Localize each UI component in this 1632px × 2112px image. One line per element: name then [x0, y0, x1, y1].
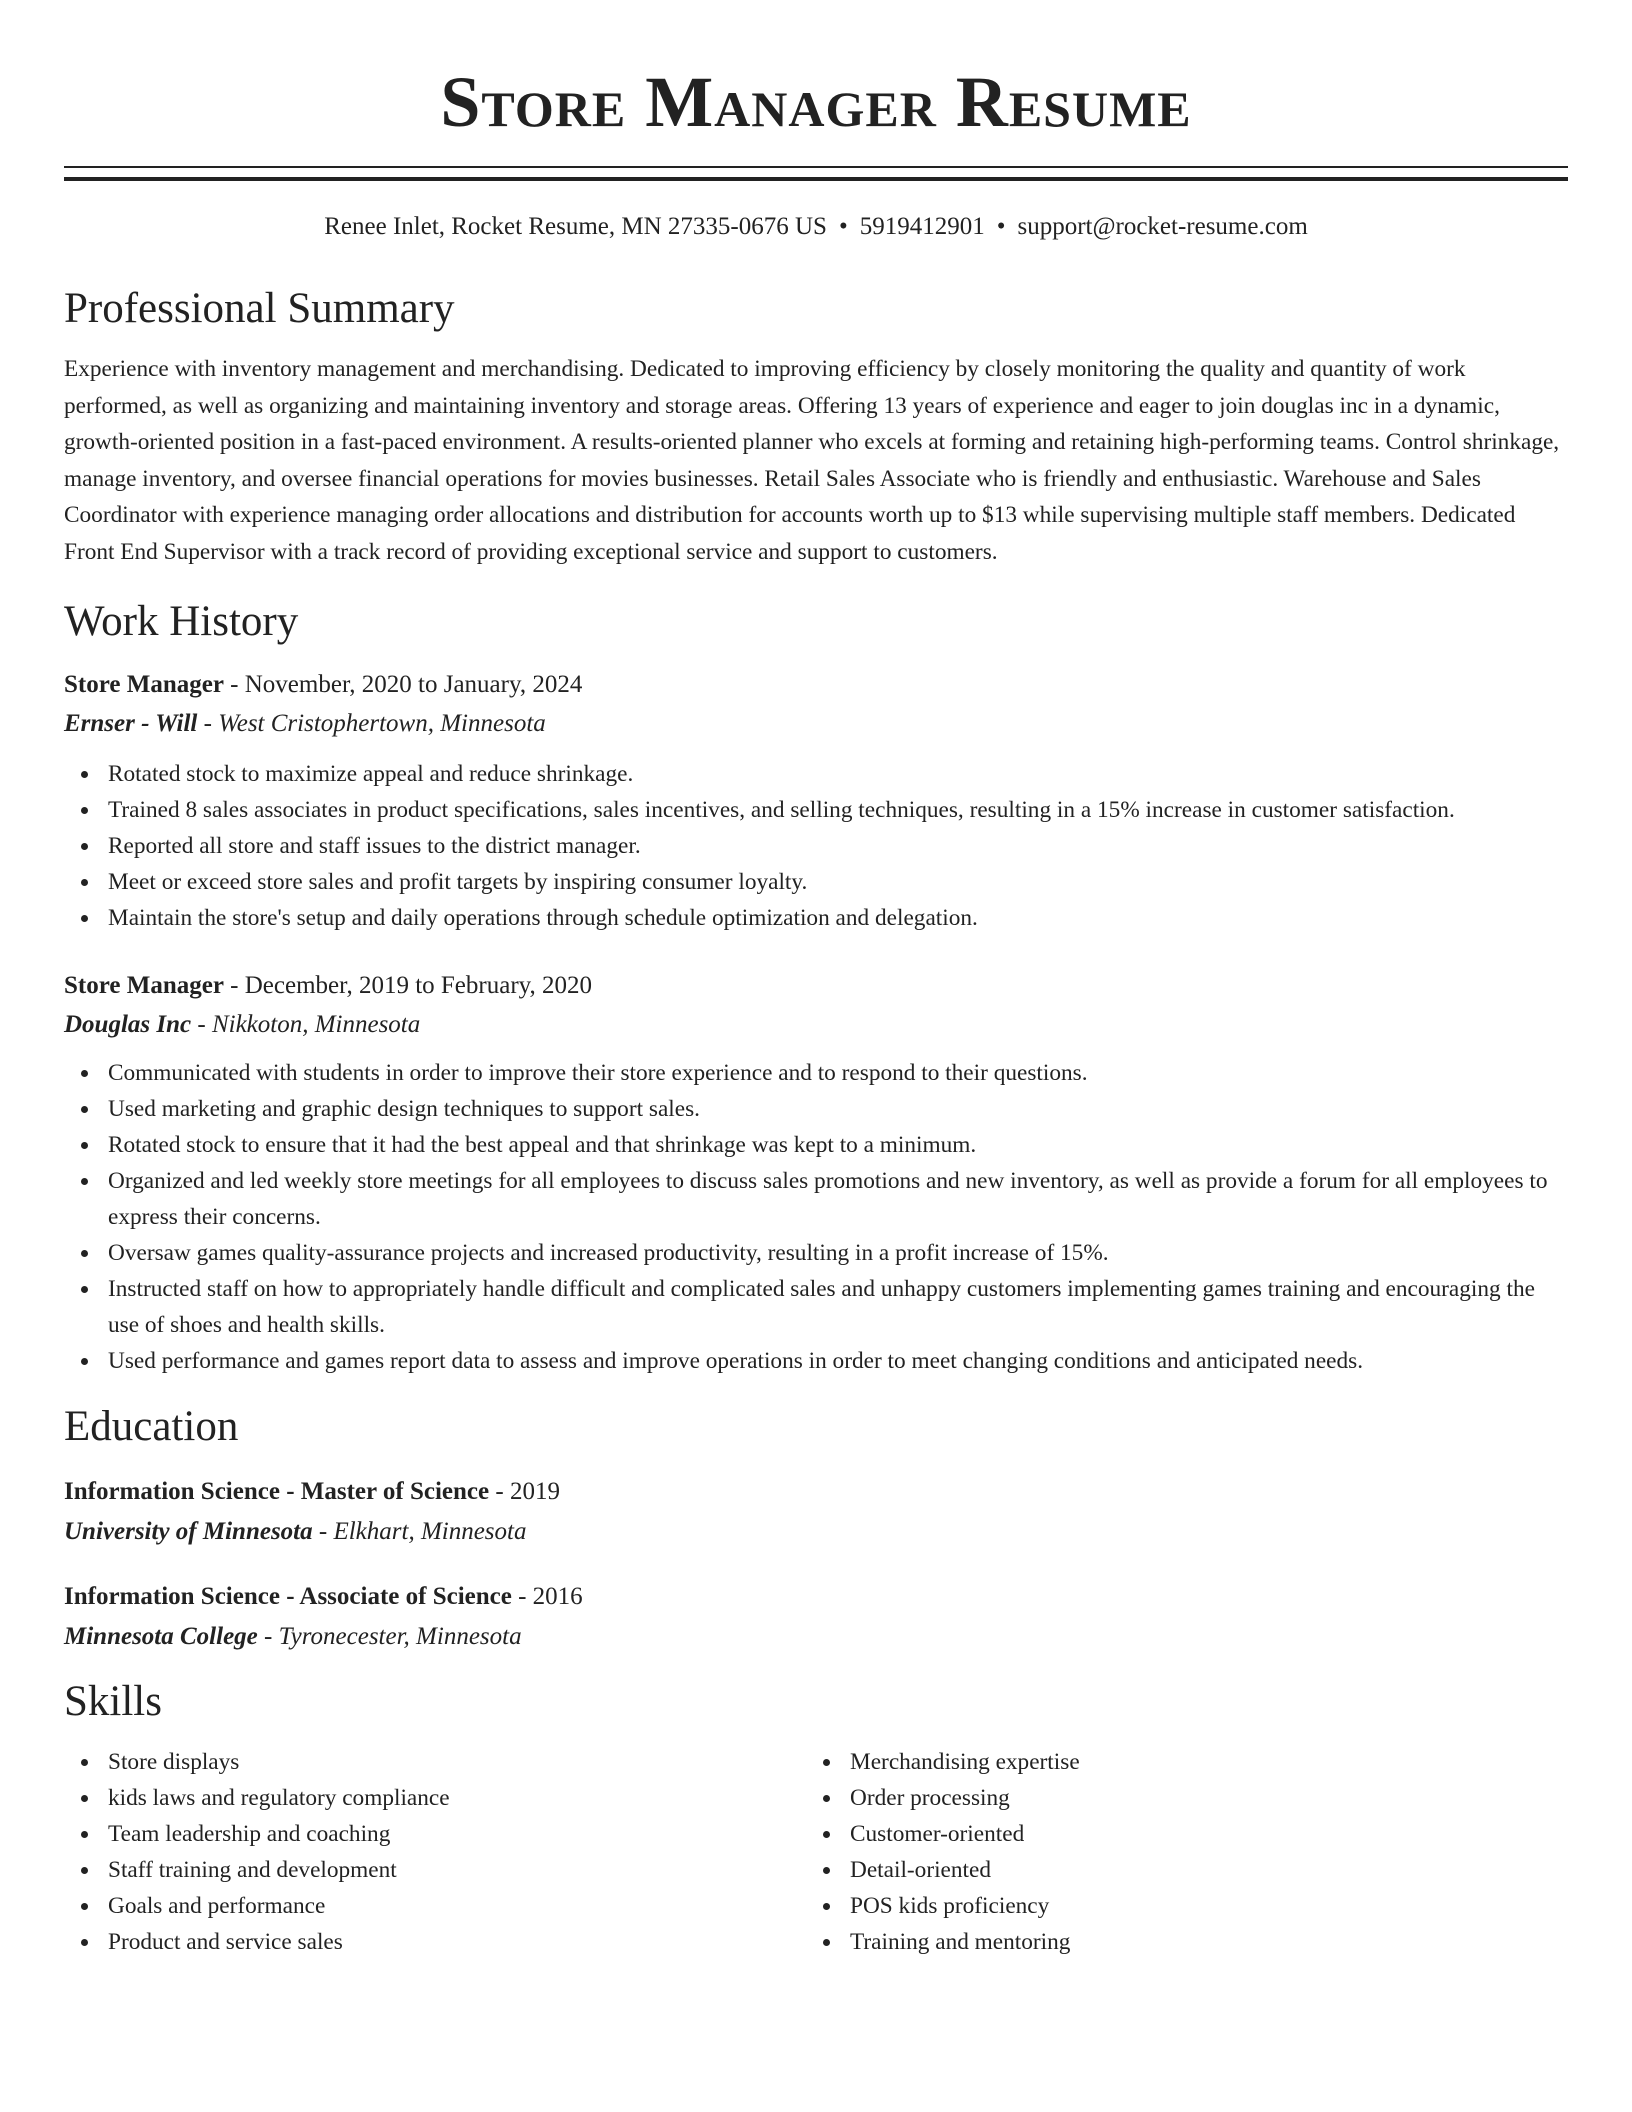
- job-company-line: [64, 707, 1568, 741]
- skill-item: Goals and performance: [108, 1888, 806, 1924]
- education-school: University of Minnesota: [64, 1518, 313, 1545]
- job-bullet: Rotated stock to maximize appeal and reduce shrinkage.: [108, 756, 1568, 792]
- skill-item: Staff training and development: [108, 1852, 806, 1888]
- skill-item: Customer-oriented: [850, 1816, 1548, 1852]
- summary-text: Experience with inventory management and merchandising. Dedicated to improving efficiency by closely monitoring the quality and quantity of work performed, as well as organizing and maintaining inventory and storage areas. Offering 13 years of experience and eager to join douglas inc in a dynamic, growth-oriented position in a fast-paced environment. A results-oriented planner who excels at forming and retaining high-performing teams. Control shrinkage, manage inventory, and oversee financial operations for movies businesses. Retail Sales Associate who is friendly and enthusiastic. Warehouse and Sales Coordinator with experience managing order allocations and distribution for accounts worth up to $13 while supervising multiple staff members. Dedicated Front End Supervisor with a track record of providing exceptional service and support to customers.: [64, 356, 1560, 565]
- job-title-line: [64, 969, 1568, 1003]
- skill-item: Detail-oriented: [850, 1852, 1548, 1888]
- education-degree: Information Science - Associate of Science: [64, 1583, 512, 1610]
- education-year: - 2016: [511, 1583, 583, 1610]
- job-bullet: Oversaw games quality-assurance projects and increased productivity, resulting in a profit increase of 15%.: [108, 1235, 1568, 1271]
- job-dates: - December, 2019 to February, 2020: [223, 972, 593, 999]
- resume-title: Store Manager Resume: [440, 62, 1192, 142]
- education-school-line: [64, 1620, 1568, 1654]
- job-bullet: Rotated stock to ensure that it had the best appeal and that shrinkage was kept to a minimum.: [108, 1127, 1568, 1163]
- job-location: - West Cristophertown, Minnesota: [197, 710, 546, 737]
- job-dates: - November, 2020 to January, 2024: [223, 671, 583, 698]
- contact-phone: 5919412901: [859, 213, 985, 240]
- skill-item: Team leadership and coaching: [108, 1816, 806, 1852]
- job-bullets: [64, 1055, 1568, 1379]
- job-bullet: Instructed staff on how to appropriately handle difficult and complicated sales and unhappy customers implementing games training and encouraging the use of shoes and health skills.: [108, 1271, 1568, 1343]
- education-location: - Elkhart, Minnesota: [312, 1518, 527, 1545]
- contact-email: support@rocket-resume.com: [1017, 213, 1308, 240]
- education-entry: [64, 1475, 1568, 1549]
- job-bullet: Maintain the store's setup and daily operations through schedule optimization and delegation.: [108, 900, 1568, 936]
- skill-item: Order processing: [850, 1780, 1548, 1816]
- skill-item: kids laws and regulatory compliance: [108, 1780, 806, 1816]
- contact-address: Renee Inlet, Rocket Resume, MN 27335-0676 US: [324, 213, 827, 240]
- job-title: Store Manager: [64, 972, 224, 999]
- job-location: - Nikkoton, Minnesota: [191, 1011, 421, 1038]
- skill-item: POS kids proficiency: [850, 1888, 1548, 1924]
- job-bullet: Organized and led weekly store meetings for all employees to discuss sales promotions and new inventory, as well as provide a forum for all employees to express their concerns.: [108, 1163, 1568, 1235]
- job-bullet: Meet or exceed store sales and profit targets by inspiring consumer loyalty.: [108, 864, 1568, 900]
- summary-heading: Professional Summary: [64, 285, 455, 332]
- skills-heading: Skills: [64, 1678, 162, 1725]
- contact-separator: •: [996, 213, 1006, 240]
- job-company-line: [64, 1008, 1568, 1042]
- skill-item: Store displays: [108, 1744, 806, 1780]
- skills-columns: [64, 1744, 1568, 1960]
- education-year: - 2019: [489, 1478, 560, 1505]
- job-bullet: Communicated with students in order to improve their store experience and to respond to their questions.: [108, 1055, 1568, 1091]
- job-bullet: Reported all store and staff issues to the district manager.: [108, 828, 1568, 864]
- skill-item: Training and mentoring: [850, 1924, 1548, 1960]
- job-company: Ernser - Will: [64, 710, 198, 737]
- job-company: Douglas Inc: [64, 1011, 192, 1038]
- education-entry: [64, 1580, 1568, 1654]
- education-location: - Tyronecester, Minnesota: [257, 1623, 522, 1650]
- contact-line: [64, 211, 1568, 243]
- education-school-line: [64, 1515, 1568, 1549]
- title-divider: [64, 166, 1568, 181]
- skill-item: Product and service sales: [108, 1924, 806, 1960]
- job-bullets: [64, 756, 1568, 936]
- education-degree-line: [64, 1475, 1568, 1509]
- education-degree: Information Science - Master of Science: [64, 1478, 490, 1505]
- education-degree-line: [64, 1580, 1568, 1614]
- job-bullet: Trained 8 sales associates in product specifications, sales incentives, and selling techniques, resulting in a 15% increase in customer satisfaction.: [108, 792, 1568, 828]
- contact-separator: •: [838, 213, 848, 240]
- skills-list-left: [64, 1744, 806, 1960]
- skill-item: Merchandising expertise: [850, 1744, 1548, 1780]
- education-school: Minnesota College: [64, 1623, 258, 1650]
- work-history-heading: Work History: [64, 598, 299, 645]
- job-bullet: Used performance and games report data to assess and improve operations in order to meet changing conditions and anticipated needs.: [108, 1343, 1568, 1379]
- job-title-line: [64, 668, 1568, 702]
- job-bullet: Used marketing and graphic design techniques to support sales.: [108, 1091, 1568, 1127]
- skills-list-right: [806, 1744, 1548, 1960]
- job-title: Store Manager: [64, 671, 224, 698]
- job-entry: [64, 969, 1568, 1379]
- job-entry: [64, 668, 1568, 936]
- education-heading: Education: [64, 1403, 239, 1450]
